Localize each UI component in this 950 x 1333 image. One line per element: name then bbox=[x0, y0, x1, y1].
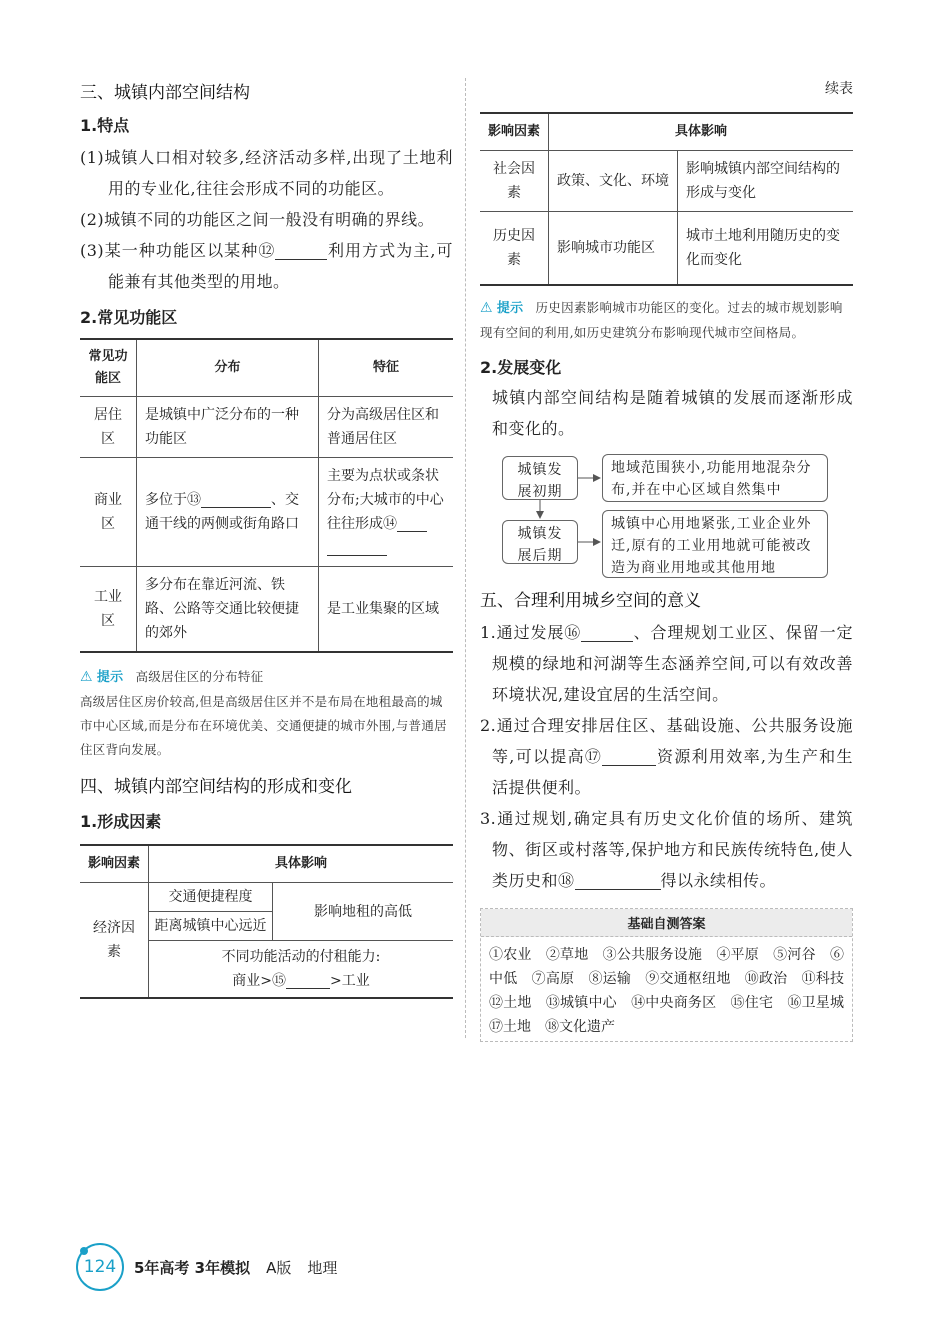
zone-distribution: 多位于⑬ 、交通干线的两侧或街角路口 bbox=[137, 458, 319, 567]
section3-title: 三、城镇内部空间结构 bbox=[80, 83, 250, 103]
section4-title: 四、城镇内部空间结构的形成和变化 bbox=[80, 777, 352, 797]
features-title: 1.特点 bbox=[80, 116, 130, 135]
factor-name: 历史因素 bbox=[480, 212, 549, 286]
answers-text: ①农业 ②草地 ③公共服务设施 ④平原 ⑤河谷 ⑥中低 ⑦高原 ⑧运输 ⑨交通枢纽地 ⑩政治 ⑪科技 ⑫土地 ⑬城镇中心 ⑭中央商务区 ⑮住宅 ⑯卫星城 ⑰土地 ⑱文化遗产 bbox=[489, 947, 858, 1035]
table-row bbox=[480, 212, 853, 286]
answer-blank-14a bbox=[397, 513, 427, 532]
factors-header-effect: 具体影响 bbox=[149, 845, 454, 883]
book-title: 5年高考 3年模拟 A版 地理 bbox=[134, 1259, 338, 1277]
page-number: 124 bbox=[76, 1243, 124, 1291]
factors-table bbox=[80, 844, 453, 999]
flow-late-stage: 城镇发展后期 bbox=[502, 520, 578, 564]
warning-icon: ⚠ bbox=[480, 300, 493, 316]
answers-box bbox=[480, 908, 858, 1042]
factor-effect: 影响地租的高低 bbox=[273, 883, 454, 941]
table-row bbox=[80, 458, 453, 567]
right-column bbox=[480, 70, 858, 1042]
meaning-2: 2.通过合理安排居住区、基础设施、公共服务设施等,可以提高⑰ 资源利用效率,为生产和生活提供便利。 bbox=[480, 716, 853, 797]
table-row bbox=[80, 567, 453, 653]
change-text: 城镇内部空间结构是随着城镇的发展而逐渐形成和变化的。 bbox=[492, 388, 853, 438]
answer-blank-15 bbox=[286, 970, 330, 989]
table-row bbox=[80, 397, 453, 458]
factor-name: 社会因素 bbox=[480, 151, 549, 212]
zones-header-distribution: 分布 bbox=[137, 339, 319, 397]
answers-title: 基础自测答案 bbox=[481, 909, 852, 937]
flow-early-stage: 城镇发展初期 bbox=[502, 456, 578, 500]
factors-header-factor: 影响因素 bbox=[80, 845, 149, 883]
answer-blank-17 bbox=[602, 747, 656, 766]
zone-feature: 是工业集聚的区域 bbox=[319, 567, 454, 653]
continued-label: 续表 bbox=[825, 81, 853, 97]
rent-ability: 不同功能活动的付租能力: 商业>⑮ >工业 bbox=[149, 941, 454, 999]
factor-sub: 影响城市功能区 bbox=[549, 212, 678, 286]
feature-2: (2)城镇不同的功能区之间一般没有明确的界线。 bbox=[80, 210, 435, 229]
zone-distribution: 是城镇中广泛分布的一种功能区 bbox=[137, 397, 319, 458]
factors-title: 1.形成因素 bbox=[80, 812, 162, 831]
factor-sub: 交通便捷程度 bbox=[149, 883, 273, 912]
answer-blank-14b bbox=[327, 537, 387, 556]
table-row bbox=[80, 883, 453, 912]
factor-effect: 影响城镇内部空间结构的形成与变化 bbox=[678, 151, 854, 212]
factor-sub: 政策、文化、环境 bbox=[549, 151, 678, 212]
answer-blank-12 bbox=[275, 241, 327, 260]
factors-table-continued bbox=[480, 112, 853, 286]
flow-arrows bbox=[480, 452, 853, 580]
tip-history: ⚠ 提示 历史因素影响城市功能区的变化。过去的城市规划影响现有空间的利用,如历史建筑分布影响现代城市空间格局。 bbox=[480, 300, 843, 340]
factor-effect: 城市土地利用随历史的变化而变化 bbox=[678, 212, 854, 286]
answer-blank-13 bbox=[201, 489, 271, 508]
development-flowchart bbox=[480, 452, 853, 580]
zone-feature: 主要为点状或条状分布;大城市的中心往往形成⑭ bbox=[319, 458, 454, 567]
feature-1: (1)城镇人口相对较多,经济活动多样,出现了土地利用的专业化,往往会形成不同的功能区。 bbox=[80, 148, 453, 198]
meaning-3: 3.通过规划,确定具有历史文化价值的场所、建筑物、街区或村落等,保护地方和民族传统特色,使人类历史和⑱ 得以永续相传。 bbox=[480, 809, 853, 890]
flow-late-description: 城镇中心用地紧张,工业企业外迁,原有的工业用地就可能被改造为商业用地或其他用地 bbox=[602, 510, 828, 578]
table-row bbox=[480, 151, 853, 212]
left-column bbox=[80, 70, 453, 999]
zone-feature: 分为高级居住区和普通居住区 bbox=[319, 397, 454, 458]
meaning-1: 1.通过发展⑯ 、合理规划工业区、保留一定规模的绿地和河湖等生态涵养空间,可以有效改善环境状况,建设宜居的生活空间。 bbox=[480, 623, 853, 704]
warning-icon: ⚠ bbox=[80, 669, 93, 685]
zone-name: 居住区 bbox=[80, 397, 137, 458]
answer-blank-16 bbox=[581, 623, 633, 642]
answer-blank-18 bbox=[575, 871, 661, 890]
column-divider bbox=[465, 78, 466, 1038]
flow-early-description: 地域范围狭小,功能用地混杂分布,并在中心区域自然集中 bbox=[602, 454, 828, 502]
zone-name: 工业区 bbox=[80, 567, 137, 653]
zone-distribution: 多分布在靠近河流、铁路、公路等交通比较便捷的郊外 bbox=[137, 567, 319, 653]
tip-residential: ⚠ 提示 高级居住区的分布特征 高级居住区房价较高,但是高级居住区并不是布局在地租最高的城市中心区域,而是分布在环境优美、交通便捷的城市外围,与普通居住区背向发展。 bbox=[80, 669, 447, 757]
zones-header-feature: 特征 bbox=[319, 339, 454, 397]
zone-name: 商业区 bbox=[80, 458, 137, 567]
change-title: 2.发展变化 bbox=[480, 358, 562, 377]
zones-title: 2.常见功能区 bbox=[80, 308, 178, 327]
factor-name: 经济因素 bbox=[80, 883, 149, 999]
factors-header-effect: 具体影响 bbox=[549, 113, 854, 151]
page-number-dot-icon bbox=[80, 1247, 88, 1255]
feature-3: (3)某一种功能区以某种⑫ 利用方式为主,可能兼有其他类型的用地。 bbox=[80, 241, 453, 291]
zones-header-type: 常见功能区 bbox=[80, 339, 137, 397]
section5-title: 五、合理利用城乡空间的意义 bbox=[480, 591, 701, 611]
functional-zones-table bbox=[80, 338, 453, 653]
factor-sub: 距离城镇中心远近 bbox=[149, 912, 273, 941]
factors-header-factor: 影响因素 bbox=[480, 113, 549, 151]
